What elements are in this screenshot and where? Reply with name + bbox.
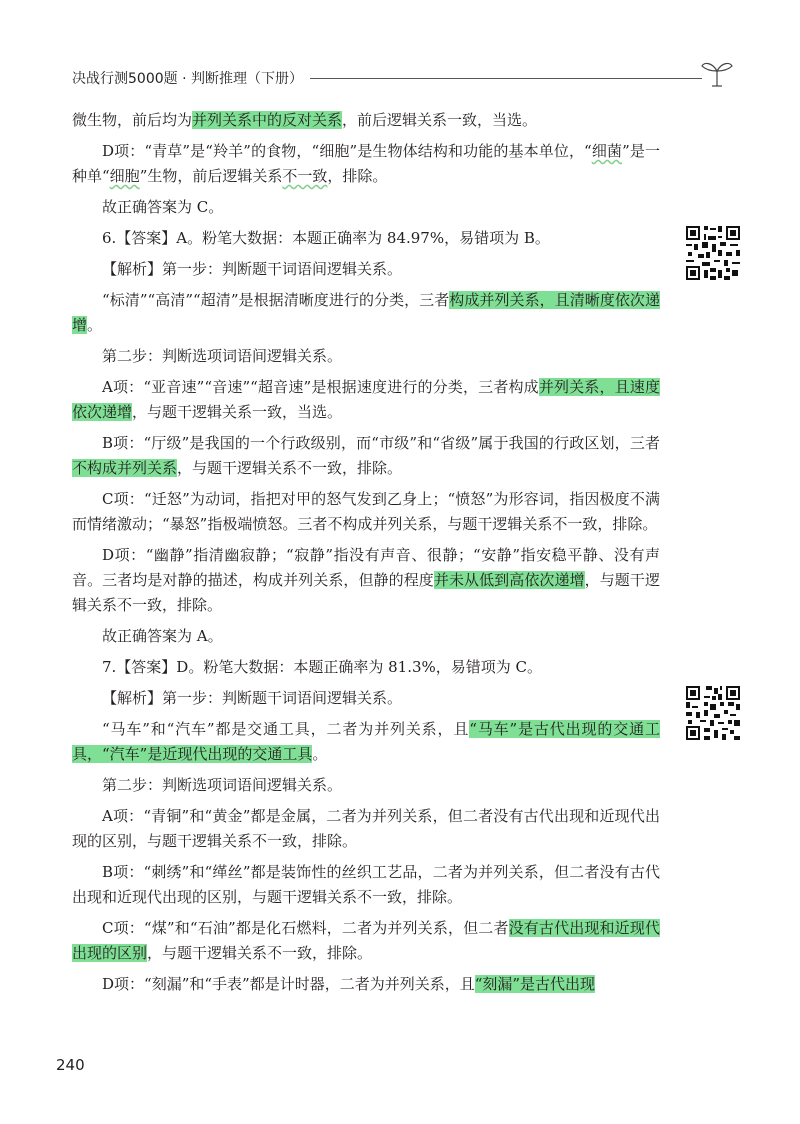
highlight: 没有古代出现和近现代出现的区别 [72, 919, 660, 962]
highlight: 并未从低到高依次递增 [433, 571, 585, 589]
paragraph [72, 431, 660, 481]
text: ，与题干逻辑关系不一致，排除。 [147, 944, 373, 962]
qr-code-icon[interactable] [684, 224, 742, 282]
paragraph: B项：“刺绣”和“缂丝”都是装饰性的丝织工艺品，二者为并列关系，但二者没有古代出现和近现代出现的区别，与题干逻辑关系不一致，排除。 [72, 863, 660, 906]
paragraph: 【解析】第一步：判断题干词语间逻辑关系。 [102, 260, 403, 278]
text: ，前后逻辑关系一致，当选。 [342, 111, 538, 129]
paragraph: 故正确答案为 C。 [102, 198, 224, 216]
paragraph [72, 972, 660, 997]
paragraph [72, 139, 660, 189]
text: A项：“亚音速”“音速”“超音速”是根据速度进行的分类，三者构成 [102, 378, 539, 396]
text: D项：“青草”是“羚羊”的食物，“细胞”是生物体结构和功能的基本单位，“ [102, 142, 592, 160]
answer-line-7: 7.【答案】D。粉笔大数据：本题正确率为 81.3%，易错项为 C。 [102, 658, 543, 676]
text: ”是一种单“ [72, 142, 660, 185]
paragraph [72, 108, 660, 133]
text: 。 [87, 316, 103, 334]
header-title: 决战行测5000题 · 判断推理（下册） [72, 71, 303, 87]
paragraph: 第二步：判断选项词语间逻辑关系。 [102, 776, 343, 794]
text: “马车”和“汽车”都是交通工具，二者为并列关系，且 [102, 720, 470, 738]
answer-explanation [72, 108, 660, 1003]
wavy-underline: 不一致 [282, 167, 328, 185]
text: D项：“刻漏”和“手表”都是计时器，二者为并列关系，且 [102, 975, 475, 993]
text: D项：“幽静”指清幽寂静；“寂静”指没有声音、很静；“安静”指安稳平静、没有声音。三者均是对静的描述，构成并列关系，但静的程度 [72, 546, 660, 589]
paragraph: 第二步：判断选项词语间逻辑关系。 [102, 347, 343, 365]
page-header [72, 56, 732, 96]
qr-code-icon[interactable] [684, 684, 742, 742]
text: ，与题干逻辑关系不一致，排除。 [177, 459, 403, 477]
paragraph [72, 288, 660, 338]
paragraph: C项：“迁怒”为动词，指把对甲的怒气发到乙身上；“愤怒”为形容词，指因极度不满而情绪激动；“暴怒”指极端愤怒。三者不构成并列关系，与题干逻辑关系不一致，排除。 [72, 490, 660, 533]
highlight: 构成并列关系，且清晰度依次递增 [72, 291, 660, 334]
wavy-underline: 细菌 [591, 142, 623, 160]
highlight: 并列关系中的反对关系 [192, 111, 343, 129]
sprout-icon [700, 58, 734, 88]
paragraph [72, 375, 660, 425]
text: B项：“厅级”是我国的一个行政级别，而“市级”和“省级”属于我国的行政区划，三者 [102, 434, 660, 452]
paragraph: 故正确答案为 A。 [102, 627, 223, 645]
highlight: “马车”是古代出现的交通工具，“汽车”是近现代出现的交通工具 [72, 720, 660, 763]
paragraph [72, 717, 660, 767]
page-number: 240 [56, 1056, 85, 1074]
header-rule [310, 78, 702, 79]
text: “标清”“高清”“超清”是根据清晰度进行的分类，三者 [102, 291, 450, 309]
highlight: 并列关系，且速度依次递增 [72, 378, 660, 421]
text: ”生物，前后逻辑关系 [139, 167, 283, 185]
text: 。 [312, 745, 328, 763]
paragraph: 【解析】第一步：判断题干词语间逻辑关系。 [102, 689, 403, 707]
highlight: “刻漏”是古代出现 [474, 975, 596, 993]
text: ，与题干逻辑关系一致，当选。 [132, 403, 343, 421]
paragraph: A项：“青铜”和“黄金”都是金属，二者为并列关系，但二者没有古代出现和近现代出现的区别，与题干逻辑关系不一致，排除。 [72, 807, 660, 850]
highlight: 不构成并列关系 [72, 459, 178, 477]
text: ，与题干逻辑关系不一致，排除。 [72, 571, 660, 614]
paragraph [72, 543, 660, 618]
answer-line-6: 6.【答案】A。粉笔大数据：本题正确率为 84.97%，易错项为 B。 [102, 229, 550, 247]
text: ，排除。 [327, 167, 388, 185]
wavy-underline: 细胞 [109, 167, 140, 185]
paragraph [72, 916, 660, 966]
text: C项：“煤”和“石油”都是化石燃料，二者为并列关系，但二者 [102, 919, 509, 937]
text: 微生物，前后均为 [72, 111, 193, 129]
